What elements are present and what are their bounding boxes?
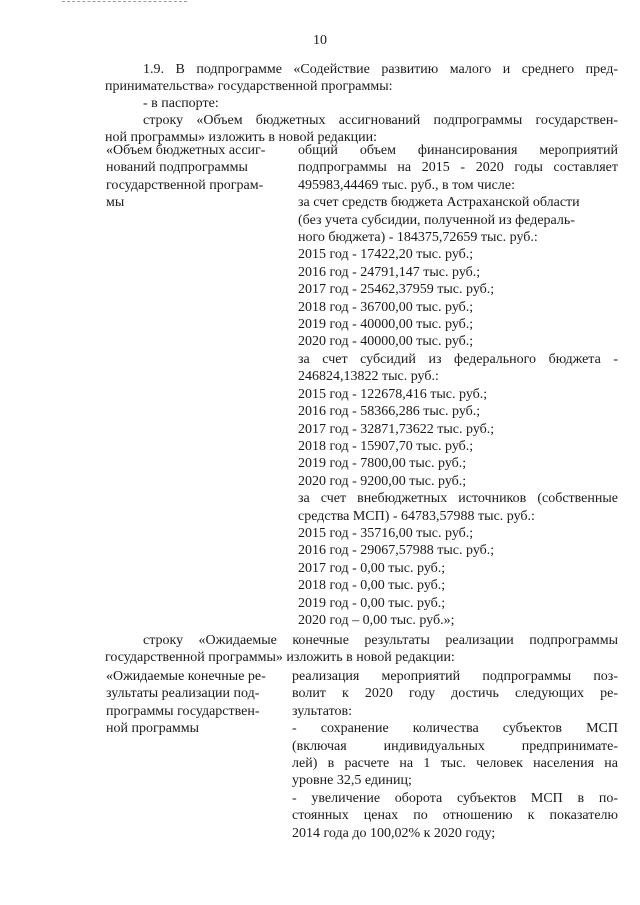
intro-line-3: - в паспорте:	[143, 96, 219, 111]
table2-right-line: волит к 2020 году достичь следующих ре-	[292, 686, 618, 702]
page-number: 10	[313, 33, 327, 48]
table2-right-line: (включая индивидуальных предпринимате-	[292, 738, 618, 754]
table1-right-line: подпрограммы на 2015 - 2020 годы составляет	[298, 160, 618, 176]
table1-right-line: 2018 год - 36700,00 тыс. руб.;	[298, 299, 474, 315]
scan-edge-mark	[62, 1, 187, 2]
table2-right-line: реализация мероприятий подпрограммы поз-	[292, 669, 618, 684]
intro-line-2: принимательства» государственной программы:	[105, 79, 393, 94]
table1-left-line: государственной програм-	[106, 177, 264, 193]
table2-left-cell	[106, 668, 286, 738]
intro-line-1: 1.9. В подпрограмме «Содействие развитию малого и среднего пред-	[143, 62, 618, 77]
table1-right-line: 2018 год - 0,00 тыс. руб.;	[298, 578, 446, 594]
table1-right-line: 2015 год - 122678,416 тыс. руб.;	[298, 386, 488, 402]
table1-left-line: мы	[106, 195, 125, 211]
table1-right-line: 2019 год - 40000,00 тыс. руб.;	[298, 317, 474, 333]
table1-right-line: за счет средств бюджета Астраханской области	[298, 195, 580, 211]
table1-right-line: 2020 год - 40000,00 тыс. руб.;	[298, 334, 474, 350]
middle-line-2: государственной программы» изложить в новой редакции:	[105, 650, 455, 665]
table1-right-line: за счет внебюджетных источников (собственные	[298, 491, 618, 507]
table2-right-line: стоянных ценах по отношению к показателю	[292, 808, 618, 824]
table2-right-cell	[292, 668, 618, 842]
table1-right-line: 2020 год – 0,00 тыс. руб.»;	[298, 612, 455, 628]
table1-right-line: 2017 год - 0,00 тыс. руб.;	[298, 560, 446, 576]
table1-right-line: 2016 год - 58366,286 тыс. руб.;	[298, 404, 481, 420]
table2-right-line: уровне 32,5 единиц;	[292, 773, 412, 789]
table1-right-line: 2019 год - 0,00 тыс. руб.;	[298, 595, 446, 611]
table2-right-line: 2014 года до 100,02% к 2020 году;	[292, 825, 496, 841]
table1-right-line: 2017 год - 25462,37959 тыс. руб.;	[298, 282, 495, 298]
table1-right-line: за счет субсидий из федерального бюджета -	[298, 351, 618, 367]
table1-right-line: (без учета субсидии, полученной из федераль-	[298, 212, 575, 228]
intro-line-5: ной программы» изложить в новой редакции:	[105, 130, 378, 145]
table2-right-line: зультатов:	[292, 703, 353, 719]
table1-right-line: 495983,44469 тыс. руб., в том числе:	[298, 177, 515, 193]
table1-right-line: общий объем финансирования мероприятий	[298, 143, 618, 158]
table1-right-line: 2015 год - 17422,20 тыс. руб.;	[298, 247, 474, 263]
intro-line-4: строку «Объем бюджетных ассигнований подпрограммы государствен-	[143, 113, 618, 128]
table1-right-line: средства МСП) - 64783,57988 тыс. руб.:	[298, 508, 535, 524]
table2-left-line: «Ожидаемые конечные ре-	[106, 669, 266, 684]
table1-left-cell	[106, 142, 284, 212]
table1-right-line: 2020 год - 9200,00 тыс. руб.;	[298, 473, 467, 489]
table1-right-line: 2019 год - 7800,00 тыс. руб.;	[298, 456, 467, 472]
table1-left-line: «Объем бюджетных ассиг-	[106, 143, 266, 158]
table2-left-line: ной программы	[106, 721, 200, 737]
middle-line-1: строку «Ожидаемые конечные результаты реализации подпрограммы	[143, 633, 618, 648]
table2-right-line: - сохранение количества субъектов МСП	[292, 721, 618, 737]
table1-left-line: нований подпрограммы	[106, 160, 248, 176]
table2-right-line: - увеличение оборота субъектов МСП в по-	[292, 790, 618, 806]
table1-right-line: 2016 год - 24791,147 тыс. руб.;	[298, 264, 481, 280]
table1-right-line: 2015 год - 35716,00 тыс. руб.;	[298, 525, 474, 541]
table1-right-line: 2018 год - 15907,70 тыс. руб.;	[298, 438, 474, 454]
table1-right-cell	[298, 142, 618, 629]
table1-right-line: ного бюджета) - 184375,72659 тыс. руб.:	[298, 230, 538, 246]
table2-right-line: лей) в расчете на 1 тыс. человек населения на	[292, 756, 618, 772]
table2-left-line: зультаты реализации под-	[106, 686, 260, 702]
table1-right-line: 2016 год - 29067,57988 тыс. руб.;	[298, 543, 495, 559]
table1-right-line: 246824,13822 тыс. руб.:	[298, 369, 439, 385]
table1-right-line: 2017 год - 32871,73622 тыс. руб.;	[298, 421, 495, 437]
table2-left-line: программы государствен-	[106, 703, 260, 719]
